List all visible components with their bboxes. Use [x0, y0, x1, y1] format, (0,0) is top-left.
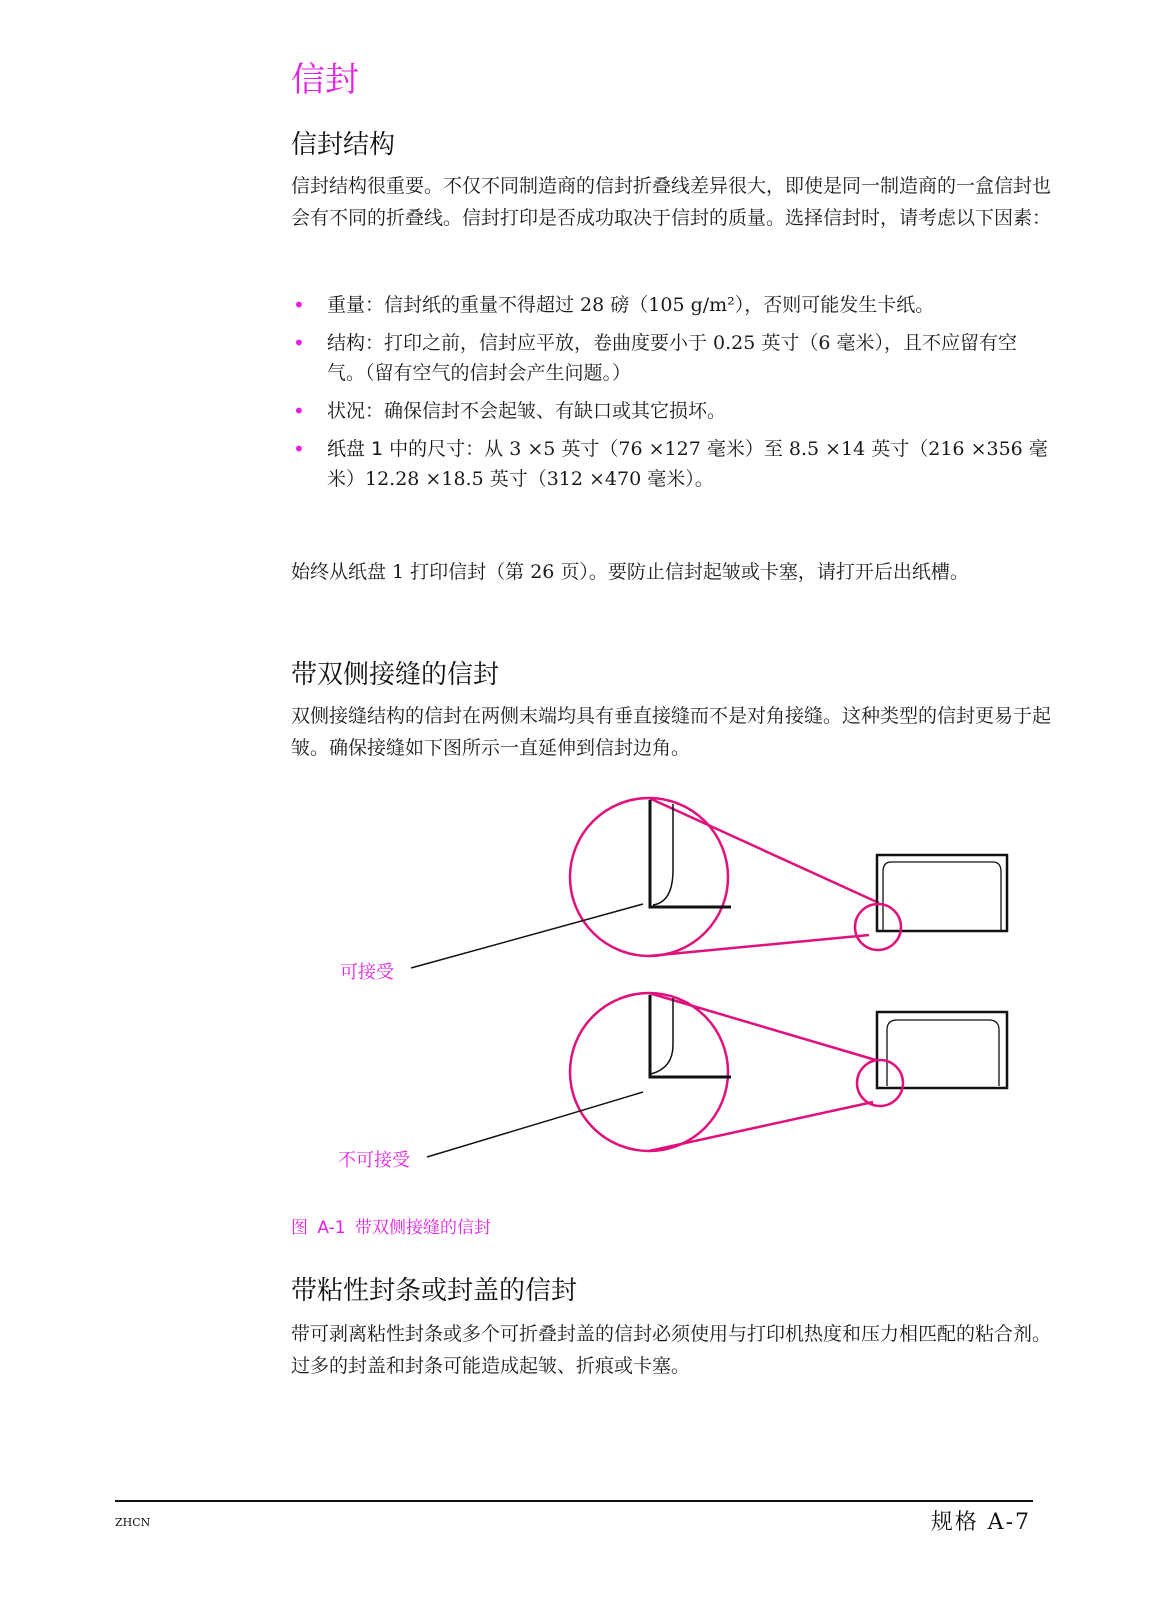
label-acceptable: 可接受 [340, 962, 394, 983]
label-unacceptable: 不可接受 [338, 1150, 410, 1171]
list-item [291, 434, 1051, 494]
list-item [291, 396, 1051, 426]
unacceptable-envelope [857, 1012, 1007, 1106]
unacceptable-pointer-line [427, 1092, 643, 1157]
seams-paragraph: 双侧接缝结构的信封在两侧末端均具有垂直接缝而不是对角接缝。这种类型的信封更易于起皱。确保接缝如下图所示一直延伸到信封边角。 [291, 705, 1052, 759]
list-item [291, 290, 1051, 320]
acceptable-magnifier [570, 798, 879, 956]
bullet-text: ：确保信封不会起皱、有缺口或其它损坏。 [365, 400, 727, 422]
considerations-list [291, 290, 1051, 502]
bullet-text: ：打印之前，信封应平放，卷曲度要小于 0.25 英寸（6 毫米），且不应留有空气。（留有空气的信封会产生问题。） [327, 332, 1018, 384]
intro-paragraph: 信封结构很重要。不仅不同制造商的信封折叠线差异很大，即使是同一制造商的一盒信封也会有不同的折叠线。信封打印是否成功取决于信封的质量。选择信封时，请考虑以下因素： [291, 175, 1052, 229]
closing-paragraph: 始终从纸盘 1 打印信封（第 26 页）。要防止信封起皱或卡塞，请打开后出纸槽。 [291, 561, 969, 583]
list-item [291, 328, 1051, 388]
section-heading-adhesive-seals: 带粘性封条或封盖的信封 [291, 1276, 578, 1306]
section-heading-envelope-construction: 信封结构 [291, 130, 396, 160]
acceptable-pointer-line [411, 904, 643, 968]
footer-divider [115, 1500, 1033, 1502]
figure-caption: 图 A-1 带双侧接缝的信封 [291, 1218, 492, 1238]
footer-page-number: 规格 A-7 [930, 1510, 1031, 1535]
bullet-text: ：信封纸的重量不得超过 28 磅（105 g/m²），否则可能发生卡纸。 [365, 294, 935, 316]
bullet-text: ：从 3 ×5 英寸（76 ×127 毫米）至 8.5 ×14 英寸（216 ×356 毫米）12.28 ×18.5 英寸（312 ×470 毫米）。 [327, 438, 1048, 490]
acceptable-envelope [855, 855, 1007, 950]
bullet-term: 重量 [327, 294, 366, 316]
bullet-term: 纸盘 1 中的尺寸 [327, 438, 466, 460]
bullet-term: 结构 [327, 332, 366, 354]
bullet-icon: • [293, 437, 305, 461]
envelope-seam-figure [291, 790, 1051, 1210]
page-title: 信封 [291, 60, 359, 100]
bullet-icon: • [293, 399, 305, 423]
section-heading-double-side-seams: 带双侧接缝的信封 [291, 660, 500, 690]
bullet-icon: • [293, 293, 305, 317]
adhesive-paragraph: 带可剥离粘性封条或多个可折叠封盖的信封必须使用与打印机热度和压力相匹配的粘合剂。过多的封盖和封条可能造成起皱、折痕或卡塞。 [291, 1323, 1052, 1377]
bullet-icon: • [293, 331, 305, 355]
footer-locale: ZHCN [115, 1516, 151, 1529]
bullet-term: 状况 [327, 400, 366, 422]
unacceptable-magnifier [570, 993, 879, 1151]
